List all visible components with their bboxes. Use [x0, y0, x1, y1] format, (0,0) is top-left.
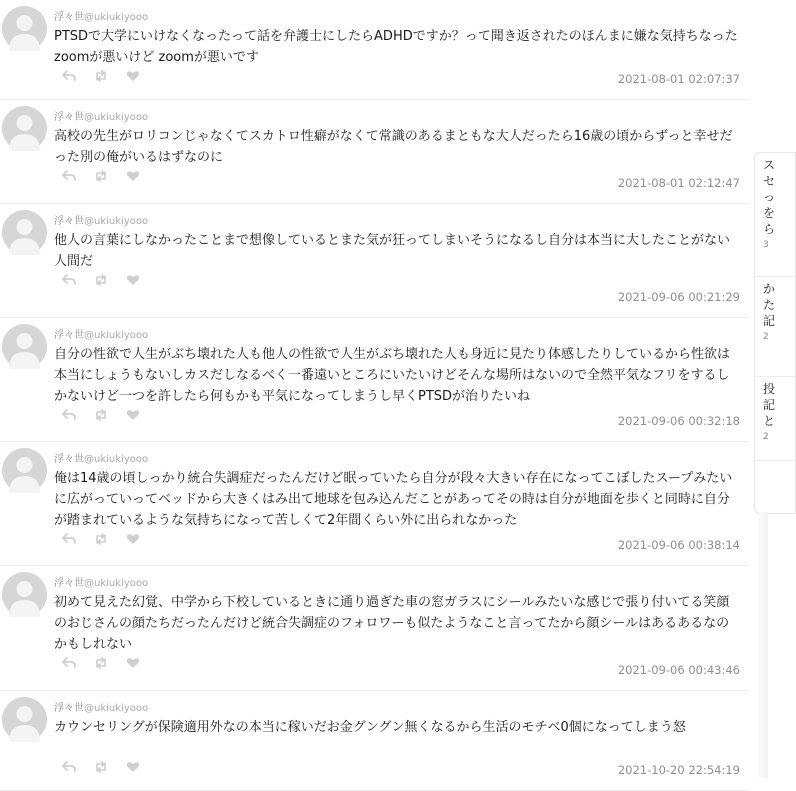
post-author[interactable] [54, 450, 148, 465]
reply-icon[interactable] [62, 274, 76, 286]
avatar[interactable] [2, 324, 47, 369]
post-actions [62, 170, 140, 182]
retweet-icon[interactable] [94, 533, 108, 545]
like-icon[interactable] [126, 274, 140, 286]
sidebar-card-count: 2 [763, 432, 769, 442]
post-timestamp[interactable]: 2021-09-06 00:32:18 [617, 414, 740, 428]
reply-icon[interactable] [62, 657, 76, 669]
post-item[interactable] [0, 0, 748, 100]
post-author[interactable] [54, 212, 148, 227]
sidebar-card-text: っ [763, 190, 776, 204]
reply-icon[interactable] [62, 70, 76, 82]
reply-icon[interactable] [62, 170, 76, 182]
post-item[interactable] [0, 442, 748, 566]
post-author[interactable] [54, 326, 148, 341]
post-text: 初めて見えた幻覚、中学から下校しているときに通り過ぎた車の窓ガラスにシールみたいな感じで張り付いてる笑顔のおじさんの顔たちだったんだけど統合失調症のフォロワーも似たようなこと言ってたから顔シールはあるあるなのかもしれない [54, 595, 730, 652]
post-text: カウンセリングが保険適用外なの本当に稼いだお金グングン無くなるから生活のモチベ0個になってしまう怒 [54, 720, 686, 735]
retweet-icon[interactable] [94, 170, 108, 182]
like-icon[interactable] [126, 657, 140, 669]
sidebar-card-text: か [763, 282, 776, 296]
author-handle: @ukiukiyooo [84, 454, 149, 465]
reply-icon[interactable] [62, 409, 76, 421]
author-handle: @ukiukiyooo [84, 703, 149, 714]
sidebar-card-count: 3 [763, 240, 769, 250]
sidebar-card-text: と [763, 414, 776, 428]
sidebar-card[interactable] [755, 377, 795, 461]
like-icon[interactable] [126, 409, 140, 421]
post-text: PTSDで大学にいけなくなったって話を弁護士にしたらADHDですか？って聞き返されたのほんまに嫌な気持ちなった zoomが悪いけど zoomが悪いです [54, 29, 738, 65]
post-text: 自分の性欲で人生がぶち壊れた人も他人の性欲で人生がぶち壊れた人も身近に見たり体感したりしているから性欲は本当にしょうもないしカスだしなるべく一番遠いところにいたいけどそんな場所はないので全然平気なフリをするしかないけど一つを許したら何もかも平気になってしまうし早くPTSDが治りたいね [54, 347, 731, 404]
author-name: 浮々世 [54, 454, 84, 465]
like-icon[interactable] [126, 70, 140, 82]
author-handle: @ukiukiyooo [84, 112, 149, 123]
sidebar-card-text: 記 [763, 398, 776, 412]
post-actions [62, 409, 140, 421]
author-handle: @ukiukiyooo [84, 330, 149, 341]
sidebar-card-text: 投 [763, 382, 776, 396]
post-item[interactable] [0, 204, 748, 318]
reply-icon[interactable] [62, 761, 76, 773]
post-author[interactable] [54, 574, 148, 589]
retweet-icon[interactable] [94, 761, 108, 773]
sidebar-card-text: 記 [763, 314, 776, 328]
post-item[interactable] [0, 691, 748, 791]
avatar[interactable] [2, 572, 47, 617]
post-timestamp[interactable]: 2021-10-20 22:54:19 [617, 763, 740, 777]
retweet-icon[interactable] [94, 409, 108, 421]
like-icon[interactable] [126, 170, 140, 182]
like-icon[interactable] [126, 761, 140, 773]
sidebar-shadow [758, 512, 768, 778]
post-timestamp[interactable]: 2021-08-01 02:07:37 [617, 72, 740, 86]
post-text: 俺は14歳の頃しっかり統合失調症だったんだけど眠っていたら自分が段々大きい存在になってこぼしたスープみたいに広がっていってベッドから大きくはみ出て地球を包み込んだことがあってその時は自分が地面を歩くと同時に自分が踏まれているような気持ちになって苦しくて2年間くらい外に出られなかった [54, 471, 733, 528]
sidebar-card[interactable] [755, 277, 795, 377]
post-author[interactable] [54, 108, 148, 123]
post-item[interactable] [0, 100, 748, 204]
author-handle: @ukiukiyooo [84, 578, 149, 589]
post-timestamp[interactable]: 2021-09-06 00:38:14 [617, 538, 740, 552]
sidebar-card[interactable] [755, 153, 795, 277]
avatar[interactable] [2, 210, 47, 255]
author-handle: @ukiukiyooo [84, 12, 149, 23]
author-handle: @ukiukiyooo [84, 216, 149, 227]
sidebar-card-text: ス [763, 158, 776, 172]
avatar[interactable] [2, 448, 47, 493]
sidebar-card-text: た [763, 298, 776, 312]
post-author[interactable] [54, 699, 148, 714]
sidebar-card-count: 2 [763, 332, 769, 342]
author-name: 浮々世 [54, 703, 84, 714]
post-actions [62, 274, 140, 286]
sidebar-card-text: ら [763, 222, 776, 236]
avatar[interactable] [2, 6, 47, 51]
sidebar-card-text: セ [763, 174, 776, 188]
post-actions [62, 70, 140, 82]
post-item[interactable] [0, 566, 748, 691]
post-item[interactable] [0, 318, 748, 442]
sidebar-panel [754, 152, 796, 514]
post-timestamp[interactable]: 2021-09-06 00:21:29 [617, 290, 740, 304]
post-actions [62, 533, 140, 545]
post-actions [62, 761, 140, 773]
retweet-icon[interactable] [94, 274, 108, 286]
retweet-icon[interactable] [94, 70, 108, 82]
like-icon[interactable] [126, 533, 140, 545]
avatar[interactable] [2, 697, 47, 742]
sidebar-card-text: を [763, 206, 776, 220]
post-text: 他人の言葉にしなかったことまで想像しているとまた気が狂ってしまいそうになるし自分は本当に大したことがない人間だ [54, 233, 731, 269]
post-timestamp[interactable]: 2021-08-01 02:12:47 [617, 176, 740, 190]
reply-icon[interactable] [62, 533, 76, 545]
post-text: 高校の先生がロリコンじゃなくてスカトロ性癖がなくて常識のあるまともな大人だったら16歳の頃からずっと幸せだった別の俺がいるはずなのに [54, 129, 733, 165]
author-name: 浮々世 [54, 112, 84, 123]
author-name: 浮々世 [54, 578, 84, 589]
retweet-icon[interactable] [94, 657, 108, 669]
post-timestamp[interactable]: 2021-09-06 00:43:46 [617, 663, 740, 677]
post-actions [62, 657, 140, 669]
post-author[interactable] [54, 8, 148, 23]
avatar[interactable] [2, 106, 47, 151]
author-name: 浮々世 [54, 12, 84, 23]
author-name: 浮々世 [54, 216, 84, 227]
author-name: 浮々世 [54, 330, 84, 341]
